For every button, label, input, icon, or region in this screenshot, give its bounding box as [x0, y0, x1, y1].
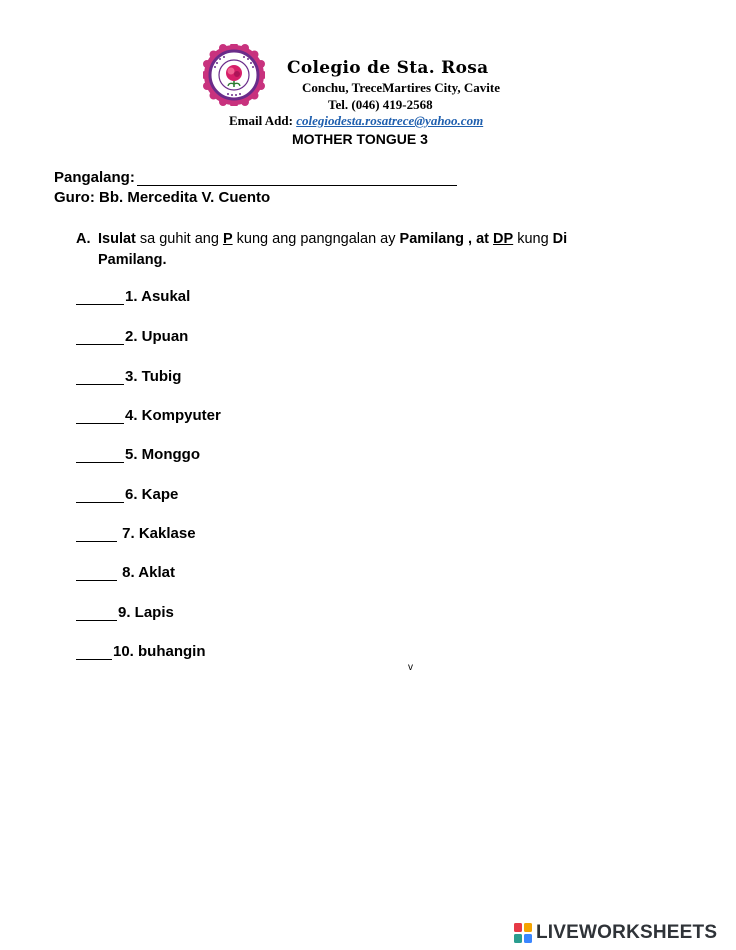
item-label: 9. Lapis: [118, 604, 174, 621]
item-label: 6. Kape: [125, 486, 179, 503]
list-item: [76, 561, 175, 581]
item-label: 7. Kaklase: [118, 525, 196, 542]
item-label: 1. Asukal: [125, 288, 191, 305]
answer-blank[interactable]: [76, 409, 124, 424]
answer-blank[interactable]: [76, 527, 117, 542]
email-row: [229, 113, 483, 129]
list-item: [76, 640, 206, 660]
item-label: 4. Kompyuter: [125, 407, 221, 424]
answer-blank[interactable]: [76, 370, 124, 385]
teacher-name: Guro: Bb. Mercedita V. Cuento: [54, 189, 271, 206]
list-item: [76, 365, 181, 385]
list-item: [76, 443, 200, 463]
item-label: 8. Aklat: [118, 564, 175, 581]
instructions: [76, 229, 676, 271]
instr-code-p: P: [222, 231, 233, 247]
instr-word: Di: [552, 231, 568, 247]
item-label: 2. Upuan: [125, 328, 189, 345]
liveworksheets-brand[interactable]: [514, 922, 717, 944]
instr-code-dp: DP: [493, 231, 514, 247]
list-item: [76, 522, 196, 542]
answer-blank[interactable]: [76, 488, 124, 503]
instr-word: Isulat: [98, 231, 136, 247]
instr-text: sa guhit ang: [135, 231, 223, 247]
list-item: [76, 483, 178, 503]
school-seal-logo: [203, 44, 265, 106]
brand-text: LIVEWORKSHEETS: [536, 922, 718, 943]
name-label: Pangalang:: [54, 169, 135, 186]
item-label: 5. Monggo: [125, 446, 200, 463]
stray-mark: v: [408, 662, 413, 673]
instr-text: kung ang pangngalan ay: [232, 231, 400, 247]
instruction-letter: A.: [76, 231, 91, 247]
school-name: Colegio de Sta. Rosa: [287, 58, 489, 78]
answer-blank[interactable]: [76, 606, 117, 621]
liveworksheets-logo-icon: [514, 923, 532, 943]
item-label: 10. buhangin: [113, 643, 206, 660]
list-item: [76, 601, 174, 621]
answer-blank[interactable]: [76, 566, 117, 581]
instr-word: Pamilang , at: [399, 231, 494, 247]
email-label: Email Add:: [229, 113, 293, 128]
instr-text: kung: [513, 231, 553, 247]
email-link[interactable]: colegiodesta.rosatrece@yahoo.com: [296, 113, 484, 128]
answer-blank[interactable]: [76, 290, 124, 305]
list-item: [76, 325, 188, 345]
list-item: [76, 404, 221, 424]
name-input-line[interactable]: [137, 185, 457, 186]
list-item: [76, 285, 190, 305]
instr-word: Pamilang.: [98, 252, 167, 268]
answer-blank[interactable]: [76, 645, 112, 660]
school-address: Conchu, TreceMartires City, Cavite: [302, 80, 500, 95]
answer-blank[interactable]: [76, 448, 124, 463]
school-telephone: Tel. (046) 419-2568: [328, 97, 433, 112]
item-label: 3. Tubig: [125, 368, 182, 385]
subject-title: MOTHER TONGUE 3: [292, 131, 428, 147]
answer-blank[interactable]: [76, 330, 124, 345]
